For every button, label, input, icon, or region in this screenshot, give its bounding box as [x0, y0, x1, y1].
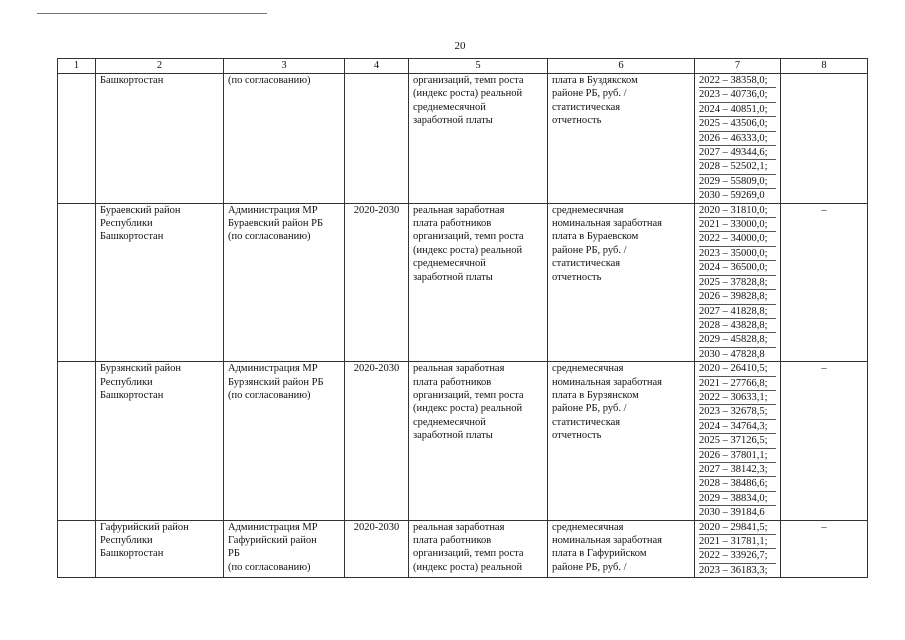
year-value: 2023 – 40736,0; [699, 88, 776, 102]
text-line: плата работников [413, 376, 492, 388]
text-line: (индекс роста) реальной [413, 88, 523, 100]
year-value: 2026 – 37801,1; [699, 449, 776, 463]
text-line: (индекс роста) реальной [413, 403, 523, 415]
data-table [57, 58, 868, 578]
text-line: плата в Гафурийском [552, 548, 647, 560]
period-cell [345, 362, 409, 520]
text-line: Республики [100, 218, 153, 230]
table-row [58, 203, 868, 361]
values-cell [695, 203, 781, 361]
values-cell [695, 362, 781, 520]
text-line: (по согласованию) [228, 561, 311, 573]
year-value: 2028 – 38486,6; [699, 477, 776, 491]
text-line: отчетность [552, 115, 602, 127]
region-cell [96, 520, 224, 578]
text-line: Администрация МР [228, 363, 318, 375]
executor-cell [224, 362, 345, 520]
column-header: 2 [96, 59, 224, 74]
column-number-row [58, 59, 868, 74]
text-line: статистическая [552, 258, 621, 270]
note-cell [781, 203, 868, 361]
year-value: 2023 – 32678,5; [699, 405, 776, 419]
year-value: 2025 – 37126,5; [699, 434, 776, 448]
text-line: плата работников [413, 535, 492, 546]
year-value: 2026 – 39828,8; [699, 290, 776, 304]
text-line: статистическая [552, 101, 621, 113]
period-cell [345, 203, 409, 361]
text-line: Бурзянский район РБ [228, 376, 324, 388]
text-line: районе РБ, руб. / [552, 561, 627, 573]
year-value: 2028 – 43828,8; [699, 319, 776, 333]
text-line: Администрация МР [228, 204, 318, 216]
period-cell [345, 520, 409, 578]
text-line: организаций, темп роста [413, 548, 524, 560]
year-value: 2027 – 38142,3; [699, 463, 776, 477]
text-line: отчетность [552, 430, 602, 442]
text-line: среднемесячной [413, 101, 486, 113]
table-row [58, 520, 868, 578]
column-header: 8 [781, 59, 868, 74]
text-line: реальная заработная [413, 363, 505, 375]
values-cell [695, 74, 781, 204]
year-value: 2027 – 49344,6; [699, 146, 776, 160]
year-value: 2024 – 34764,3; [699, 420, 776, 434]
text-line: 2020-2030 [353, 204, 400, 216]
note-cell [781, 74, 868, 204]
note-dash: – [821, 363, 827, 375]
text-line: плата в Бурзянском [552, 389, 639, 401]
text-line: среднемесячная [552, 204, 624, 216]
unit-source-cell [548, 203, 695, 361]
text-line: плата в Буздякском [552, 75, 638, 86]
indicator-cell [409, 362, 548, 520]
text-line: Гафурийский район [228, 535, 317, 546]
year-value: 2024 – 40851,0; [699, 103, 776, 117]
year-value: 2025 – 37828,8; [699, 276, 776, 290]
text-line: районе РБ, руб. / [552, 244, 627, 256]
executor-cell [224, 203, 345, 361]
text-line: статистическая [552, 416, 621, 428]
text-line: 2020-2030 [353, 521, 400, 533]
year-value: 2024 – 36500,0; [699, 261, 776, 275]
text-line: Башкортостан [100, 548, 164, 560]
year-value: 2026 – 46333,0; [699, 132, 776, 146]
year-value: 2020 – 26410,5; [699, 362, 776, 376]
text-line: номинальная заработная [552, 535, 662, 546]
table-row [58, 74, 868, 204]
text-line: Бураевский район РБ [228, 218, 324, 230]
year-value: 2023 – 35000,0; [699, 247, 776, 261]
note-cell [781, 520, 868, 578]
row-number-cell [58, 203, 96, 361]
text-line: номинальная заработная [552, 376, 662, 388]
text-line: (индекс роста) реальной [413, 244, 523, 256]
text-line: Бураевский район [100, 204, 181, 216]
row-number-cell [58, 362, 96, 520]
text-line: плата работников [413, 218, 492, 230]
region-cell [96, 74, 224, 204]
year-value: 2023 – 36183,3; [699, 564, 768, 576]
year-value: 2025 – 43506,0; [699, 117, 776, 131]
region-cell [96, 362, 224, 520]
note-cell [781, 362, 868, 520]
indicator-cell [409, 520, 548, 578]
column-header: 1 [58, 59, 96, 74]
column-header: 7 [695, 59, 781, 74]
text-line: Башкортостан [100, 75, 164, 86]
text-line: организаций, темп роста [413, 231, 524, 243]
unit-source-cell [548, 362, 695, 520]
period-cell [345, 74, 409, 204]
year-value: 2021 – 31781,1; [699, 535, 776, 549]
unit-source-cell [548, 520, 695, 578]
text-line: реальная заработная [413, 204, 505, 216]
year-value: 2029 – 45828,8; [699, 333, 776, 347]
note-dash: – [821, 204, 827, 216]
year-value: 2030 – 47828,8 [699, 348, 765, 360]
year-value: 2021 – 27766,8; [699, 377, 776, 391]
text-line: Гафурийский район [100, 521, 189, 533]
year-value: 2022 – 33926,7; [699, 549, 776, 563]
year-value: 2030 – 59269,0 [699, 190, 765, 202]
text-line: (по согласованию) [228, 231, 311, 243]
text-line: среднемесячная [552, 521, 624, 533]
page-number: 20 [454, 40, 466, 52]
executor-cell [224, 520, 345, 578]
year-value: 2029 – 55809,0; [699, 175, 776, 189]
text-line: среднемесячной [413, 416, 486, 428]
year-value: 2022 – 34000,0; [699, 232, 776, 246]
text-line: (по согласованию) [228, 75, 311, 86]
text-line: Администрация МР [228, 521, 318, 533]
text-line: (индекс роста) реальной [413, 561, 523, 573]
text-line: заработной платы [413, 271, 493, 283]
row-number-cell [58, 74, 96, 204]
text-line: районе РБ, руб. / [552, 403, 627, 415]
text-line: (по согласованию) [228, 389, 311, 401]
text-line: среднемесячной [413, 258, 486, 270]
year-value: 2027 – 41828,8; [699, 305, 776, 319]
text-line: реальная заработная [413, 521, 505, 533]
year-value: 2028 – 52502,1; [699, 160, 776, 174]
text-line: РБ [228, 548, 240, 560]
column-header: 6 [548, 59, 695, 74]
text-line: районе РБ, руб. / [552, 88, 627, 100]
year-value: 2021 – 33000,0; [699, 218, 776, 232]
indicator-cell [409, 74, 548, 204]
table-row [58, 362, 868, 520]
year-value: 2020 – 31810,0; [699, 204, 776, 218]
text-line: заработной платы [413, 115, 493, 127]
text-line: организаций, темп роста [413, 389, 524, 401]
year-value: 2022 – 30633,1; [699, 391, 776, 405]
text-line: Башкортостан [100, 389, 164, 401]
text-line: Башкортостан [100, 231, 164, 243]
row-number-cell [58, 520, 96, 578]
text-line: 2020-2030 [353, 363, 400, 375]
note-dash: – [821, 521, 827, 533]
table-body [58, 74, 868, 578]
column-header: 5 [409, 59, 548, 74]
text-line: номинальная заработная [552, 218, 662, 230]
year-value: 2022 – 38358,0; [699, 74, 776, 88]
text-line: отчетность [552, 271, 602, 283]
year-value: 2029 – 38834,0; [699, 492, 776, 506]
text-line: Бурзянский район [100, 363, 182, 375]
column-header: 4 [345, 59, 409, 74]
text-line: Республики [100, 535, 153, 546]
text-line: среднемесячная [552, 363, 624, 375]
text-line: заработной платы [413, 430, 493, 442]
column-header: 3 [224, 59, 345, 74]
text-line: Республики [100, 376, 153, 388]
indicator-cell [409, 203, 548, 361]
top-rule [37, 13, 267, 14]
region-cell [96, 203, 224, 361]
values-cell [695, 520, 781, 578]
year-value: 2020 – 29841,5; [699, 521, 776, 535]
text-line: плата в Бураевском [552, 231, 639, 243]
executor-cell [224, 74, 345, 204]
unit-source-cell [548, 74, 695, 204]
text-line: организаций, темп роста [413, 75, 524, 86]
year-value: 2030 – 39184,6 [699, 507, 765, 519]
